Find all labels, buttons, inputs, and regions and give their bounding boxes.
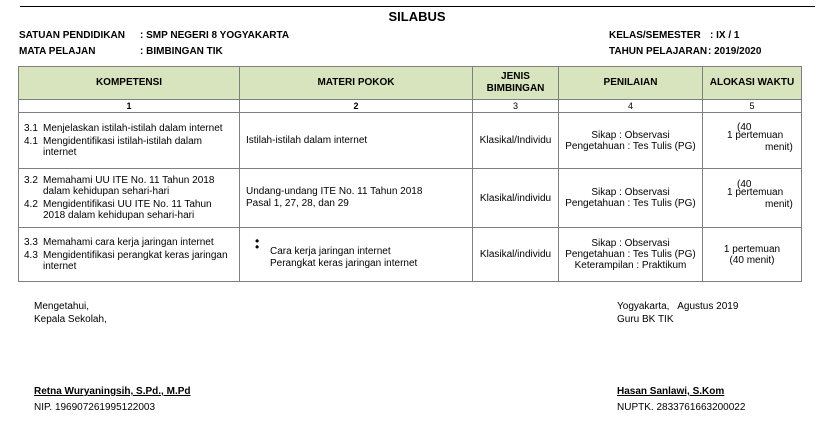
alokasi-stack xyxy=(707,121,797,156)
syllabus-table xyxy=(18,66,802,282)
right-signature-block xyxy=(617,300,738,326)
penilaian-line: Sikap : Observasi xyxy=(591,187,670,198)
table-header-row xyxy=(19,67,802,100)
materi-bullet-item: Perangkat keras jaringan internet xyxy=(270,257,418,269)
header-kompetensi: KOMPETENSI xyxy=(19,67,240,100)
right-signature-line1: Yogyakarta, Agustus 2019 xyxy=(617,301,739,312)
kompetensi-number: 4.1 xyxy=(24,136,38,147)
alokasi-line: 1 pertemuan xyxy=(727,187,784,198)
alokasi-line: menit) xyxy=(765,141,793,153)
left-signature-line1: Mengetahui, xyxy=(34,301,90,312)
column-number: 3 xyxy=(473,100,559,113)
penilaian-line: Pengetahuan : Tes Tulis (PG) xyxy=(565,140,696,152)
column-number: 1 xyxy=(19,100,240,113)
kompetensi-number: 3.2 xyxy=(24,175,38,186)
kompetensi-number: 4.2 xyxy=(24,199,38,210)
kelas-label: KELAS/SEMESTER xyxy=(609,30,701,41)
penilaian-line: Pengetahuan : Tes Tulis (PG) xyxy=(565,198,696,209)
alokasi-line: (40 xyxy=(737,179,752,190)
penilaian-line: Pengetahuan : Tes Tulis (PG) xyxy=(565,249,696,260)
kompetensi-text: Mengidentifikasi perangkat keras jaringan internet xyxy=(43,250,228,272)
kompetensi-text: Memahami cara kerja jaringan internet xyxy=(43,237,214,248)
materi-bullet-item: • Cara kerja jaringan internet xyxy=(246,246,466,258)
header-alokasi: ALOKASI WAKTU xyxy=(703,67,802,100)
penilaian-cell xyxy=(559,228,703,282)
materi-line: Undang-undang ITE No. 11 Tahun 2018 xyxy=(246,186,423,197)
kompetensi-text: Mengidentifikasi UU ITE No. 11 Tahun 2018 dalam kehidupan sehari-hari xyxy=(43,199,212,221)
materi-line: Istilah-istilah dalam internet xyxy=(246,134,368,146)
kelas-value: : IX / 1 xyxy=(710,30,740,41)
kompetensi-cell xyxy=(19,113,240,169)
jenis-cell: Klasikal/individu xyxy=(473,228,559,282)
alokasi-stack xyxy=(707,179,797,213)
kompetensi-cell xyxy=(19,228,240,282)
jenis-cell: Klasikal/Individu xyxy=(473,113,559,169)
satuan-label: SATUAN PENDIDIKAN xyxy=(19,30,125,41)
kompetensi-number: 4.3 xyxy=(24,250,38,261)
kompetensi-cell xyxy=(19,169,240,228)
materi-cell xyxy=(240,113,473,169)
header-jenis xyxy=(473,67,559,100)
kompetensi-item xyxy=(24,250,235,272)
left-signature-block xyxy=(34,300,107,326)
alokasi-line: menit) xyxy=(765,199,793,210)
alokasi-line: 1 pertemuan xyxy=(727,129,784,141)
kompetensi-item xyxy=(24,237,235,248)
satuan-value: : SMP NEGERI 8 YOGYAKARTA xyxy=(140,30,290,41)
column-number: 2 xyxy=(240,100,473,113)
penilaian-line: Sikap : Observasi xyxy=(591,129,670,141)
alokasi-line: 1 pertemuan xyxy=(723,243,781,255)
kompetensi-number: 3.3 xyxy=(24,237,38,248)
alokasi-cell xyxy=(703,113,802,169)
kompetensi-item xyxy=(24,123,235,134)
kompetensi-item xyxy=(24,136,235,158)
kompetensi-text: Menjelaskan istilah-istilah dalam internet xyxy=(43,123,223,134)
table-row xyxy=(19,169,802,228)
tahun-value: : 2019/2020 xyxy=(708,46,762,57)
right-signer-id: NUPTK. 2833761663200022 xyxy=(617,402,746,413)
alokasi-line: (40 xyxy=(737,121,752,133)
materi-line: Pasal 1, 27, 28, dan 29 xyxy=(246,198,349,209)
materi-cell xyxy=(240,169,473,228)
table-row xyxy=(19,113,802,169)
kompetensi-item xyxy=(24,199,235,221)
tahun-label: TAHUN PELAJARAN xyxy=(609,46,708,57)
penilaian-cell xyxy=(559,113,703,169)
column-number: 4 xyxy=(559,100,703,113)
header-materi: MATERI POKOK xyxy=(240,67,473,100)
alokasi-line: (40 menit) xyxy=(729,254,775,266)
kompetensi-text: Mengidentifikasi istilah-istilah dalam internet xyxy=(43,136,202,158)
header-penilaian: PENILAIAN xyxy=(559,67,703,100)
kompetensi-number: 3.1 xyxy=(24,123,38,134)
column-number: 5 xyxy=(703,100,802,113)
penilaian-line: Keterampilan : Praktikum xyxy=(574,260,687,271)
top-rule xyxy=(20,6,815,7)
penilaian-line: Sikap : Observasi xyxy=(591,238,670,249)
left-signer-id: NIP. 196907261995122003 xyxy=(34,402,156,413)
right-signature-line2: Guru BK TIK xyxy=(617,314,674,325)
left-signer-name: Retna Wuryaningsih, S.Pd., M.Pd xyxy=(34,386,191,397)
header-jenis-line2: BIMBINGAN xyxy=(486,83,545,94)
mapel-value: : BIMBINGAN TIK xyxy=(140,46,223,57)
kompetensi-text: Memahami UU ITE No. 11 Tahun 2018 dalam kehidupan sehari-hari xyxy=(43,175,215,197)
alokasi-cell xyxy=(703,228,802,282)
column-number-row xyxy=(19,100,802,113)
header-jenis-line1: JENIS xyxy=(501,71,530,82)
left-signature-line2: Kepala Sekolah, xyxy=(34,314,107,325)
materi-cell xyxy=(240,228,473,282)
mapel-label: MATA PELAJAN xyxy=(19,46,96,57)
penilaian-cell xyxy=(559,169,703,228)
table-row xyxy=(19,228,802,282)
document-title: SILABUS xyxy=(388,9,446,24)
alokasi-cell xyxy=(703,169,802,228)
materi-bullet-list xyxy=(246,240,466,270)
right-signer-name: Hasan Sanlawi, S.Kom xyxy=(617,386,725,397)
kompetensi-item xyxy=(24,175,235,197)
jenis-cell: Klasikal/individu xyxy=(473,169,559,228)
